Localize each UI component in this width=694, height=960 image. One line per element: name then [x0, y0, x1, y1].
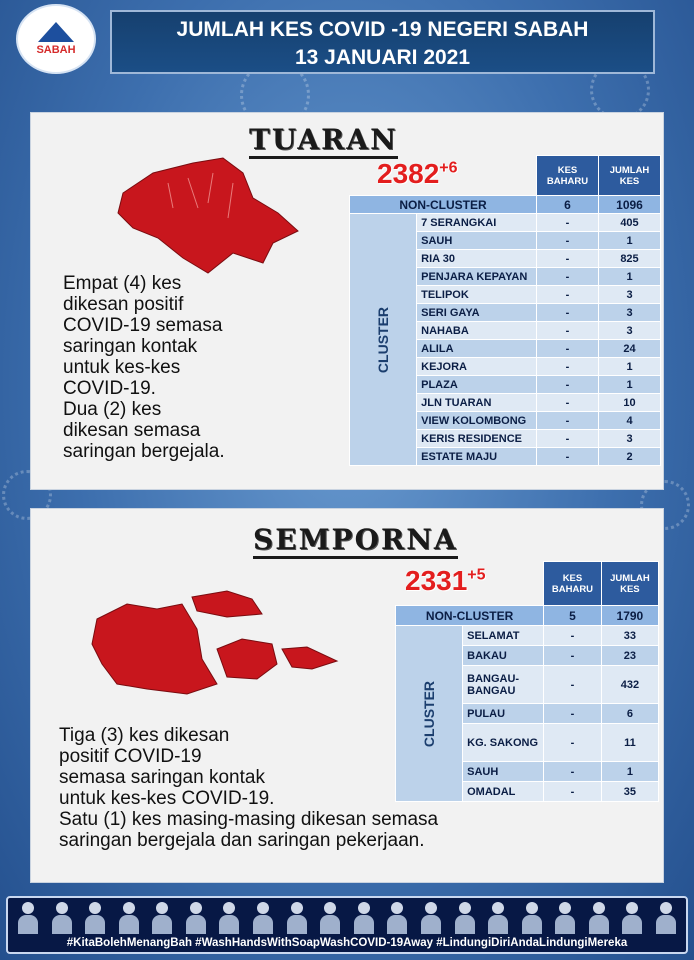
person-icon: [419, 902, 443, 934]
row-jumlah: 1: [599, 376, 661, 394]
row-jumlah: 2: [599, 448, 661, 466]
row-baharu: -: [544, 626, 602, 646]
col-kes-baharu: KES BAHARU: [537, 156, 599, 196]
semporna-cases-table: [395, 561, 659, 802]
tuaran-cases-table: [349, 155, 661, 466]
row-jumlah: 432: [601, 666, 658, 704]
row-baharu: -: [537, 430, 599, 448]
row-name: OMADAL: [463, 782, 544, 802]
row-jumlah: 1: [599, 268, 661, 286]
row-baharu: -: [537, 214, 599, 232]
cluster-label: CLUSTER: [350, 214, 417, 466]
hashtags-text: #KitaBolehMenangBah #WashHandsWithSoapWashCOVID-19Away #LindungiDiriAndaLindungiMereka: [66, 937, 628, 949]
row-name: NAHABA: [417, 322, 537, 340]
row-jumlah: 10: [599, 394, 661, 412]
row-name: NON-CLUSTER: [396, 606, 544, 626]
row-jumlah: 1: [599, 232, 661, 250]
description-line: dikesan semasa: [63, 420, 201, 441]
person-icon: [318, 902, 342, 934]
description-line: semasa saringan kontak: [59, 767, 265, 788]
table-row: [396, 626, 659, 646]
row-jumlah: 1790: [601, 606, 658, 626]
row-name: RIA 30: [417, 250, 537, 268]
description-line: saringan kontak: [63, 336, 198, 357]
person-icon: [83, 902, 107, 934]
person-icon: [486, 902, 510, 934]
person-icon: [150, 902, 174, 934]
row-name: SAUH: [463, 762, 544, 782]
row-baharu: -: [544, 646, 602, 666]
row-name: ESTATE MAJU: [417, 448, 537, 466]
description-line: Satu (1) kes masing-masing dikesan semasa: [59, 809, 439, 830]
person-icon: [587, 902, 611, 934]
row-baharu: -: [537, 358, 599, 376]
row-baharu: -: [537, 394, 599, 412]
table-row: [396, 606, 659, 626]
title-line-2: 13 JANUARI 2021: [294, 46, 471, 69]
row-baharu: -: [544, 704, 602, 724]
row-baharu: -: [537, 268, 599, 286]
description-line: COVID-19 semasa: [63, 315, 223, 336]
row-name: SAUH: [417, 232, 537, 250]
col-kes-baharu: KES BAHARU: [544, 562, 602, 606]
row-name: PLAZA: [417, 376, 537, 394]
row-jumlah: 4: [599, 412, 661, 430]
col-jumlah-kes: JUMLAH KES: [601, 562, 658, 606]
page-title: [110, 10, 655, 74]
description-line: Tiga (3) kes dikesan: [59, 725, 230, 746]
person-icon: [654, 902, 678, 934]
row-jumlah: 3: [599, 286, 661, 304]
row-baharu: -: [544, 782, 602, 802]
description-line: untuk kes-kes: [63, 357, 181, 378]
person-icon: [520, 902, 544, 934]
row-jumlah: 1096: [599, 196, 661, 214]
row-jumlah: 1: [601, 762, 658, 782]
semporna-panel: [30, 508, 664, 883]
tuaran-panel: [30, 112, 664, 490]
person-icon: [217, 902, 241, 934]
person-icon: [16, 902, 40, 934]
person-icon: [50, 902, 74, 934]
row-name: ALILA: [417, 340, 537, 358]
row-jumlah: 3: [599, 304, 661, 322]
person-icon: [453, 902, 477, 934]
logo-text: SABAH: [36, 44, 76, 56]
row-jumlah: 24: [599, 340, 661, 358]
row-name: PENJARA KEPAYAN: [417, 268, 537, 286]
description-line: untuk kes-kes COVID-19.: [59, 788, 275, 809]
table-row: [350, 214, 661, 232]
row-name: PULAU: [463, 704, 544, 724]
row-jumlah: 405: [599, 214, 661, 232]
person-icon: [553, 902, 577, 934]
person-icon: [251, 902, 275, 934]
tuaran-map-icon: [113, 153, 303, 283]
cluster-label: CLUSTER: [396, 626, 463, 802]
row-baharu: -: [537, 304, 599, 322]
person-icon: [285, 902, 309, 934]
row-name: SELAMAT: [463, 626, 544, 646]
table-row: [350, 196, 661, 214]
row-baharu: -: [544, 666, 602, 704]
district-heading: TUARAN: [249, 123, 398, 159]
description-line: dikesan positif: [63, 294, 184, 315]
description-line: COVID-19.: [63, 378, 156, 399]
title-line-1: JUMLAH KES COVID -19 NEGERI SABAH: [176, 18, 589, 41]
row-baharu: -: [544, 762, 602, 782]
row-name: BAKAU: [463, 646, 544, 666]
row-baharu: 6: [537, 196, 599, 214]
total-cases: 2331: [405, 565, 468, 596]
description-line: Dua (2) kes: [63, 399, 162, 420]
row-name: KG. SAKONG: [463, 724, 544, 762]
footer-banner: [6, 896, 688, 954]
semporna-description: [59, 725, 438, 851]
mountain-icon: [38, 22, 74, 42]
row-baharu: -: [537, 250, 599, 268]
row-jumlah: 35: [601, 782, 658, 802]
row-jumlah: 23: [601, 646, 658, 666]
row-jumlah: 33: [601, 626, 658, 646]
semporna-map-icon: [87, 589, 347, 699]
frontliner-figures: [16, 902, 678, 934]
description-line: positif COVID-19: [59, 746, 202, 767]
row-baharu: -: [537, 322, 599, 340]
person-icon: [117, 902, 141, 934]
person-icon: [620, 902, 644, 934]
row-baharu: -: [537, 448, 599, 466]
person-icon: [184, 902, 208, 934]
row-name: SERI GAYA: [417, 304, 537, 322]
row-baharu: -: [544, 724, 602, 762]
description-line: saringan bergejala.: [63, 441, 225, 462]
row-baharu: -: [537, 340, 599, 358]
description-line: Empat (4) kes: [63, 273, 182, 294]
row-jumlah: 825: [599, 250, 661, 268]
row-baharu: -: [537, 412, 599, 430]
row-jumlah: 3: [599, 322, 661, 340]
row-jumlah: 1: [599, 358, 661, 376]
row-name: KEJORA: [417, 358, 537, 376]
tuaran-description: [63, 273, 225, 462]
new-cases: +5: [467, 566, 486, 584]
total-cases: 2382: [377, 158, 440, 189]
col-jumlah-kes: JUMLAH KES: [599, 156, 661, 196]
row-name: NON-CLUSTER: [350, 196, 537, 214]
row-baharu: -: [537, 286, 599, 304]
sabah-logo: [16, 4, 96, 74]
row-jumlah: 11: [601, 724, 658, 762]
row-name: JLN TUARAN: [417, 394, 537, 412]
row-jumlah: 6: [601, 704, 658, 724]
row-name: KERIS RESIDENCE: [417, 430, 537, 448]
row-name: TELIPOK: [417, 286, 537, 304]
person-icon: [385, 902, 409, 934]
row-baharu: -: [537, 376, 599, 394]
row-baharu: 5: [544, 606, 602, 626]
row-jumlah: 3: [599, 430, 661, 448]
row-name: 7 SERANGKAI: [417, 214, 537, 232]
row-baharu: -: [537, 232, 599, 250]
district-heading: SEMPORNA: [253, 523, 458, 559]
new-cases: +6: [439, 159, 458, 177]
row-name: BANGAU-BANGAU: [463, 666, 544, 704]
row-name: VIEW KOLOMBONG: [417, 412, 537, 430]
description-line: saringan bergejala dan saringan pekerjaan.: [59, 830, 425, 851]
person-icon: [352, 902, 376, 934]
